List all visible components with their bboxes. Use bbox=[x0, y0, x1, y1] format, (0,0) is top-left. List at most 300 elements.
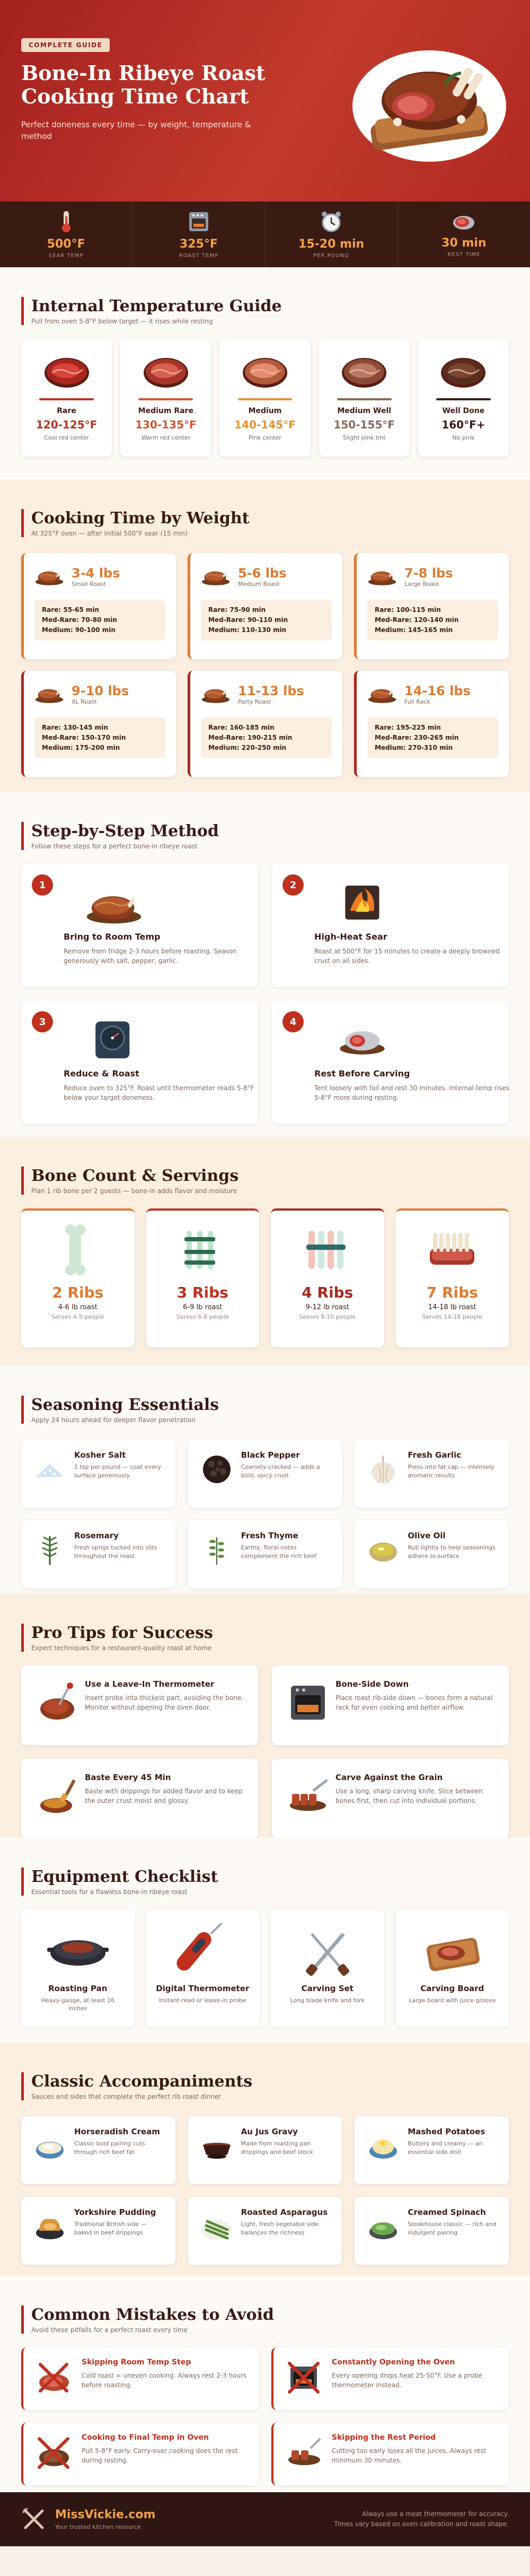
roast-icon bbox=[34, 682, 64, 706]
stat-sear-temp bbox=[0, 201, 132, 267]
mistake-title: Skipping Room Temp Step bbox=[82, 2358, 191, 2367]
weight-card-title bbox=[72, 566, 120, 588]
seasoning-desc: Press into fat cap — intensely aromatic results bbox=[408, 1464, 494, 1479]
weight-card-title bbox=[238, 566, 286, 588]
cook-time-medium: Medium: 175-200 min bbox=[42, 744, 120, 751]
mistakes-section bbox=[0, 2276, 530, 2492]
equipment-desc: Long blade knife and fork bbox=[290, 1997, 365, 2004]
rib-bone-icon bbox=[51, 1223, 104, 1276]
salt-icon bbox=[33, 1452, 67, 1486]
mistake-desc: Cutting too early loses all the juices. Always rest minimum 30 minutes. bbox=[332, 2447, 487, 2464]
doneness-name: Medium Well bbox=[337, 407, 392, 415]
section-header bbox=[21, 1624, 509, 1652]
section-header bbox=[21, 297, 509, 325]
roast-icon bbox=[367, 565, 397, 588]
stat-label: SEAR TEMP bbox=[48, 253, 84, 259]
seasoning-name: Black Pepper bbox=[241, 1450, 300, 1460]
section-subtitle: At 325°F oven — after initial 500°F sear (15 min) bbox=[31, 530, 188, 537]
steps-section bbox=[0, 792, 530, 1137]
stat-label: PER POUND bbox=[313, 253, 350, 259]
seasoning-card bbox=[21, 1520, 175, 1588]
seasoning-name: Kosher Salt bbox=[74, 1450, 126, 1460]
doneness-name: Medium Rare bbox=[138, 407, 193, 415]
cook-time-medrare: Med-Rare: 90-110 min bbox=[208, 616, 288, 624]
cook-times bbox=[201, 600, 332, 641]
side-desc: Steakhouse classic — rich and indulgent pairing bbox=[408, 2221, 497, 2236]
basting-brush-icon bbox=[36, 1775, 78, 1817]
steak-doneness-icon bbox=[40, 353, 93, 390]
roast-size: Medium Roast bbox=[238, 580, 280, 588]
mistake-card bbox=[271, 2347, 509, 2410]
section-title: Seasoning Essentials bbox=[31, 1396, 219, 1414]
section-header bbox=[21, 2072, 509, 2100]
tip-card bbox=[272, 1759, 509, 1838]
doneness-name: Rare bbox=[57, 407, 76, 415]
doneness-temp: 120-125°F bbox=[36, 418, 98, 431]
alarm-clock-icon bbox=[320, 210, 343, 233]
mistake-title: Constantly Opening the Oven bbox=[332, 2358, 455, 2367]
step-desc: Tent loosely with foil and rest 30 minutes. Internal temp rises 5-8°F more during resting. bbox=[314, 1084, 509, 1101]
oven-icon bbox=[287, 1681, 329, 1724]
weight-card bbox=[354, 553, 509, 659]
hero-banner bbox=[0, 0, 530, 201]
section-subtitle: Avoid these pitfalls for a perfect roast every time bbox=[31, 2326, 188, 2334]
cold-roast-warning-icon bbox=[35, 2359, 72, 2396]
side-card bbox=[188, 2116, 342, 2184]
brand-name[interactable]: MissVickie.com bbox=[55, 2508, 156, 2521]
step-card bbox=[21, 1001, 258, 1124]
roast-weight: 6-9 lb roast bbox=[183, 1303, 223, 1311]
weight-cards bbox=[21, 553, 509, 777]
weight-card-header bbox=[201, 682, 332, 706]
rib-bone-icon bbox=[176, 1223, 229, 1276]
seasoning-section bbox=[0, 1366, 530, 1594]
cook-time-medrare: Med-Rare: 70-80 min bbox=[42, 616, 117, 624]
side-name: Roasted Asparagus bbox=[241, 2207, 328, 2217]
cook-time-rare: Rare: 130-145 min bbox=[42, 724, 108, 731]
doneness-color-bar bbox=[138, 398, 193, 400]
step-title: Bring to Room Temp bbox=[64, 932, 161, 942]
tip-desc: Insert probe into thickest part, avoiding the bone. Monitor without opening the oven door. bbox=[85, 1694, 244, 1711]
roast-weight: 9-10 lbs bbox=[72, 683, 129, 698]
equipment-name: Carving Board bbox=[420, 1984, 484, 1993]
cook-time-rare: Rare: 160-185 min bbox=[208, 724, 275, 731]
step-desc: Roast at 500°F for 15 minutes to create a deeply browned crust on all sides. bbox=[314, 948, 500, 965]
roast-size: Full Rack bbox=[404, 698, 430, 705]
equipment-desc: Instant-read or leave-in probe bbox=[159, 1997, 246, 2004]
rib-card bbox=[396, 1208, 509, 1347]
cook-time-medrare: Med-Rare: 150-170 min bbox=[42, 734, 126, 741]
side-name: Au Jus Gravy bbox=[241, 2127, 298, 2136]
step-illustration bbox=[335, 1017, 394, 1064]
quick-stats-bar bbox=[0, 201, 530, 267]
cook-time-rare: Rare: 100-115 min bbox=[375, 606, 441, 614]
side-name: Creamed Spinach bbox=[408, 2207, 486, 2217]
disclaimer-line: Times vary based on oven calibration and roast shape. bbox=[334, 2520, 509, 2528]
section-subtitle: Plan 1 rib bone per 2 guests — bone-in adds flavor and moisture bbox=[31, 1187, 237, 1195]
steak-doneness-icon bbox=[338, 353, 391, 390]
digital-thermometer-icon bbox=[171, 1923, 234, 1976]
rib-count: 2 Ribs bbox=[52, 1284, 104, 1301]
stat-value: 325°F bbox=[179, 238, 218, 251]
step-cards bbox=[21, 864, 509, 1124]
seasoning-desc: Rub lightly to help seasonings adhere to surface bbox=[408, 1544, 496, 1559]
roast-weight: 4-6 lb roast bbox=[58, 1303, 98, 1311]
weight-card-title bbox=[238, 684, 304, 705]
weight-card-title bbox=[72, 684, 129, 705]
thyme-icon bbox=[200, 1533, 234, 1567]
roast-weight: 11-13 lbs bbox=[238, 683, 304, 698]
roast-icon bbox=[34, 565, 64, 588]
temperature-card bbox=[418, 339, 509, 457]
mashed-potatoes-icon bbox=[366, 2129, 400, 2163]
step-card bbox=[272, 864, 509, 987]
stat-value: 500°F bbox=[47, 238, 85, 251]
section-title: Equipment Checklist bbox=[31, 1868, 218, 1886]
equipment-cards bbox=[21, 1909, 509, 2027]
cook-time-rare: Rare: 55-65 min bbox=[42, 606, 100, 614]
mistake-cards bbox=[21, 2347, 509, 2485]
page-subtitle: Perfect doneness every time — by weight, temperature & method bbox=[21, 120, 251, 141]
step-card bbox=[21, 864, 258, 987]
carving-set-icon bbox=[296, 1923, 359, 1976]
brand-tagline: Your trusted kitchen resource bbox=[55, 2524, 141, 2530]
yorkshire-pudding-icon bbox=[33, 2210, 67, 2244]
side-name: Horseradish Cream bbox=[74, 2127, 160, 2136]
stat-value: 30 min bbox=[441, 236, 487, 250]
step-illustration bbox=[85, 880, 143, 927]
doneness-color-bar bbox=[39, 398, 94, 400]
rib-card bbox=[146, 1208, 260, 1347]
cook-times bbox=[367, 717, 498, 758]
mistake-title: Cooking to Final Temp in Oven bbox=[82, 2433, 209, 2442]
roast-size: XL Roast bbox=[72, 698, 97, 705]
thermometer-icon bbox=[56, 210, 77, 233]
page-title: Bone-In Ribeye Roast Cooking Time Chart bbox=[21, 61, 266, 108]
rib-count: 3 Ribs bbox=[176, 1284, 228, 1301]
disclaimer-line: Always use a meat thermometer for accuracy. bbox=[362, 2510, 509, 2518]
roasting-pan-icon bbox=[46, 1923, 110, 1976]
asparagus-icon bbox=[200, 2210, 234, 2244]
doneness-color-bar bbox=[436, 398, 491, 400]
tip-title: Baste Every 45 Min bbox=[85, 1773, 171, 1782]
mistake-desc: Every opening drops heat 25-50°F. Use a probe thermometer instead. bbox=[332, 2372, 482, 2389]
cook-time-medium: Medium: 110-130 min bbox=[208, 626, 287, 634]
tip-title: Use a Leave-In Thermometer bbox=[85, 1679, 215, 1689]
cook-time-medium: Medium: 220-250 min bbox=[208, 744, 287, 751]
weight-card-header bbox=[34, 682, 165, 706]
seasoning-card bbox=[188, 1440, 342, 1508]
equipment-card bbox=[21, 1909, 135, 2027]
tip-card bbox=[272, 1666, 509, 1745]
side-card bbox=[21, 2116, 175, 2184]
temperature-card bbox=[120, 339, 211, 457]
section-subtitle: Follow these steps for a perfect bone-in ribeye roast bbox=[31, 843, 198, 850]
section-title: Bone Count & Servings bbox=[31, 1167, 239, 1185]
roast-icon bbox=[201, 565, 231, 588]
doneness-temp: 150-155°F bbox=[333, 418, 395, 431]
rosemary-icon bbox=[33, 1533, 67, 1567]
temperature-card bbox=[219, 339, 310, 457]
rib-count: 4 Ribs bbox=[302, 1284, 354, 1301]
rib-cards bbox=[21, 1208, 509, 1347]
footer bbox=[0, 2492, 530, 2546]
rib-bone-icon bbox=[426, 1223, 479, 1276]
weight-card bbox=[354, 671, 509, 777]
mistake-desc: Pull 5-8°F early. Carry-over cooking does the rest during resting. bbox=[82, 2447, 238, 2464]
stat-roast-temp bbox=[132, 201, 265, 267]
equipment-card bbox=[396, 1909, 509, 2027]
roast-weight: 3-4 lbs bbox=[72, 565, 120, 581]
cook-time-rare: Rare: 195-225 min bbox=[375, 724, 441, 731]
roast-size: Party Roast bbox=[238, 698, 271, 705]
step-title: High-Heat Sear bbox=[314, 932, 387, 942]
roast-icon bbox=[201, 682, 231, 706]
weight-card bbox=[21, 553, 176, 659]
temperature-card bbox=[21, 339, 112, 457]
section-header bbox=[21, 1167, 509, 1195]
cook-time-medium: Medium: 270-310 min bbox=[375, 744, 453, 751]
cook-time-medium: Medium: 145-165 min bbox=[375, 626, 453, 634]
section-header bbox=[21, 1396, 509, 1424]
tip-desc: Place roast rib-side down — bones form a natural rack for even cooking and better airflow. bbox=[335, 1694, 493, 1711]
doneness-temp: 160°F+ bbox=[441, 418, 485, 431]
mistake-desc: Cold roast = uneven cooking. Always rest 2-3 hours before roasting. bbox=[82, 2372, 247, 2389]
side-card bbox=[355, 2116, 509, 2184]
weight-card-header bbox=[201, 565, 332, 588]
tip-card bbox=[21, 1759, 258, 1838]
side-desc: Made from roasting pan drippings and beef stock bbox=[241, 2140, 313, 2156]
step-number: 1 bbox=[32, 874, 53, 896]
section-subtitle: Essential tools for a flawless bone-in ribeye roast bbox=[31, 1888, 188, 1896]
mistake-title: Skipping the Rest Period bbox=[332, 2433, 436, 2442]
ribs-section bbox=[0, 1137, 530, 1366]
rib-card bbox=[21, 1208, 135, 1347]
seasoning-name: Fresh Garlic bbox=[408, 1450, 462, 1460]
equipment-desc: Heavy-gauge, at least 16 inches bbox=[41, 1997, 115, 2012]
mistake-card bbox=[21, 2347, 259, 2410]
doneness-name: Well Done bbox=[442, 407, 485, 415]
side-desc: Buttery and creamy — an essential side dish bbox=[408, 2140, 483, 2156]
seasoning-desc: Fresh sprigs tucked into slits throughout the roast bbox=[74, 1544, 157, 1559]
ribeye-roast-illustration bbox=[350, 42, 509, 164]
weight-section bbox=[0, 479, 530, 792]
section-title: Step-by-Step Method bbox=[31, 822, 219, 840]
stat-rest-time bbox=[398, 201, 530, 267]
roast-weight: 7-8 lbs bbox=[404, 565, 453, 581]
servings: Serves 8-10 people bbox=[299, 1313, 356, 1320]
doneness-desc: No pink bbox=[452, 434, 475, 441]
steak-doneness-icon bbox=[139, 353, 192, 390]
tip-desc: Baste with drippings for added flavor and to keep the outer crust moist and glossy. bbox=[85, 1788, 243, 1804]
side-card bbox=[355, 2197, 509, 2265]
temperature-cards bbox=[21, 339, 509, 457]
stat-per-pound bbox=[266, 201, 398, 267]
weight-card-header bbox=[367, 565, 498, 588]
seasoning-card bbox=[355, 1520, 509, 1588]
section-subtitle: Apply 24 hours ahead for deeper flavor penetration bbox=[31, 1416, 196, 1424]
servings: Serves 4-5 people bbox=[51, 1313, 104, 1320]
temperature-section bbox=[0, 267, 530, 479]
cook-time-rare: Rare: 75-90 min bbox=[208, 606, 266, 614]
open-oven-warning-icon bbox=[285, 2359, 322, 2396]
rib-bone-icon bbox=[301, 1223, 354, 1276]
stat-value: 15-20 min bbox=[298, 238, 365, 251]
equipment-desc: Large board with juice groove bbox=[409, 1997, 496, 2004]
seasoning-cards bbox=[21, 1440, 509, 1588]
section-title: Internal Temperature Guide bbox=[31, 297, 282, 316]
section-header bbox=[21, 509, 509, 537]
section-title: Common Mistakes to Avoid bbox=[31, 2306, 274, 2324]
weight-card-header bbox=[367, 682, 498, 706]
weight-card bbox=[188, 671, 342, 777]
seasoning-name: Olive Oil bbox=[408, 1531, 446, 1540]
seasoning-card bbox=[21, 1440, 175, 1508]
no-rest-warning-icon bbox=[285, 2434, 322, 2472]
doneness-temp: 140-145°F bbox=[234, 418, 296, 431]
crossed-utensils-icon bbox=[21, 2507, 47, 2532]
section-header bbox=[21, 822, 509, 850]
mistake-card bbox=[21, 2423, 259, 2485]
equipment-section bbox=[0, 1838, 530, 2043]
weight-card-title bbox=[404, 566, 453, 588]
roast-icon bbox=[367, 682, 397, 706]
cook-times bbox=[367, 600, 498, 641]
step-card bbox=[272, 1001, 509, 1124]
meat-icon bbox=[450, 211, 477, 232]
roast-weight: 14-18 lb roast bbox=[428, 1303, 476, 1311]
cook-times bbox=[34, 717, 165, 758]
step-illustration bbox=[85, 1017, 143, 1064]
cook-time-medrare: Med-Rare: 230-265 min bbox=[375, 734, 459, 741]
equipment-name: Roasting Pan bbox=[48, 1984, 108, 1993]
steak-doneness-icon bbox=[437, 353, 490, 390]
cook-time-medrare: Med-Rare: 120-140 min bbox=[375, 616, 459, 624]
stat-label: REST TIME bbox=[447, 252, 481, 258]
tip-title: Bone-Side Down bbox=[335, 1679, 409, 1689]
side-card bbox=[21, 2197, 175, 2265]
weight-card-header bbox=[34, 565, 165, 588]
oven-icon bbox=[187, 210, 210, 233]
horseradish-cream-icon bbox=[33, 2129, 67, 2163]
section-header bbox=[21, 2306, 509, 2334]
tip-title: Carve Against the Grain bbox=[335, 1773, 443, 1782]
creamed-spinach-icon bbox=[366, 2210, 400, 2244]
cook-time-medium: Medium: 90-100 min bbox=[42, 626, 116, 634]
side-name: Mashed Potatoes bbox=[408, 2127, 485, 2136]
seasoning-card bbox=[188, 1520, 342, 1588]
doneness-desc: Warm red center bbox=[141, 434, 190, 441]
weight-card bbox=[21, 671, 176, 777]
steak-doneness-icon bbox=[238, 353, 292, 390]
doneness-color-bar bbox=[238, 398, 293, 400]
roast-size: Small Roast bbox=[72, 580, 106, 588]
carving-icon bbox=[287, 1775, 329, 1817]
doneness-name: Medium bbox=[248, 407, 282, 415]
section-subtitle: Pull from oven 5-8°F below target — it rises while resting bbox=[31, 318, 213, 325]
equipment-card bbox=[271, 1909, 384, 2027]
tip-card bbox=[21, 1666, 258, 1745]
side-card bbox=[188, 2197, 342, 2265]
cook-time-medrare: Med-Rare: 190-215 min bbox=[208, 734, 293, 741]
step-desc: Remove from fridge 2-3 hours before roasting. Season generously with salt, pepper, garlic. bbox=[64, 948, 237, 965]
tips-section bbox=[0, 1594, 530, 1838]
roast-size: Large Roast bbox=[404, 580, 439, 588]
rib-card bbox=[271, 1208, 384, 1347]
equipment-card bbox=[146, 1909, 260, 2027]
gravy-boat-icon bbox=[200, 2129, 234, 2163]
doneness-desc: Pink center bbox=[249, 434, 281, 441]
garlic-icon bbox=[366, 1452, 400, 1486]
servings: Serves 6-8 people bbox=[176, 1313, 229, 1320]
doneness-desc: Cool red center bbox=[44, 434, 89, 441]
section-title: Cooking Time by Weight bbox=[31, 509, 250, 528]
doneness-color-bar bbox=[337, 398, 392, 400]
tip-desc: Use a long, sharp carving knife. Slice between bones first, then cut into individual portions. bbox=[335, 1788, 483, 1804]
sides-section bbox=[0, 2043, 530, 2276]
doneness-desc: Slight pink tint bbox=[343, 434, 386, 441]
roast-weight: 9-12 lb roast bbox=[305, 1303, 349, 1311]
black-pepper-icon bbox=[200, 1452, 234, 1486]
step-number: 2 bbox=[282, 874, 304, 896]
temperature-card bbox=[319, 339, 410, 457]
seasoning-card bbox=[355, 1440, 509, 1508]
section-subtitle: Sauces and sides that complete the perfect rib roast dinner bbox=[31, 2093, 222, 2100]
equipment-name: Carving Set bbox=[301, 1984, 354, 1993]
seasoning-desc: Earthy, floral notes complement the rich beef bbox=[241, 1544, 317, 1559]
doneness-temp: 130-135°F bbox=[135, 418, 197, 431]
rib-count: 7 Ribs bbox=[426, 1284, 478, 1301]
guide-badge: COMPLETE GUIDE bbox=[21, 38, 110, 52]
side-cards bbox=[21, 2116, 509, 2265]
servings: Serves 14-18 people bbox=[422, 1313, 483, 1320]
carving-board-icon bbox=[420, 1923, 484, 1976]
step-illustration bbox=[335, 880, 394, 927]
side-desc: Classic bold pairing cuts through rich beef fat bbox=[74, 2140, 145, 2156]
step-title: Rest Before Carving bbox=[314, 1068, 410, 1079]
section-header bbox=[21, 1868, 509, 1896]
section-title: Pro Tips for Success bbox=[31, 1624, 213, 1642]
seasoning-desc: 1 tsp per pound — coat every surface generously bbox=[74, 1464, 161, 1479]
stat-label: ROAST TEMP bbox=[179, 253, 218, 259]
step-title: Reduce & Roast bbox=[64, 1068, 139, 1079]
mistake-card bbox=[271, 2423, 509, 2485]
step-number: 4 bbox=[282, 1011, 304, 1032]
side-name: Yorkshire Pudding bbox=[74, 2207, 156, 2217]
section-subtitle: Expert techniques for a restaurant-quality roast at home bbox=[31, 1644, 212, 1652]
step-number: 3 bbox=[32, 1011, 53, 1032]
weight-card-title bbox=[404, 684, 471, 705]
seasoning-desc: Coarsely cracked — adds a bold, spicy crust bbox=[241, 1464, 320, 1479]
footer-disclaimer bbox=[334, 2509, 509, 2529]
cook-times bbox=[201, 717, 332, 758]
leave-in-thermometer-icon bbox=[36, 1681, 78, 1724]
step-desc: Reduce oven to 325°F. Roast until thermometer reads 5-8°F below your target doneness. bbox=[64, 1084, 254, 1101]
weight-card bbox=[188, 553, 342, 659]
olive-oil-icon bbox=[366, 1533, 400, 1567]
seasoning-name: Fresh Thyme bbox=[241, 1531, 298, 1540]
roast-weight: 5-6 lbs bbox=[238, 565, 287, 581]
tip-cards bbox=[21, 1666, 509, 1838]
side-desc: Traditional British side — baked in beef drippings bbox=[74, 2221, 147, 2236]
seasoning-name: Rosemary bbox=[74, 1531, 119, 1540]
overcooked-warning-icon bbox=[35, 2434, 72, 2472]
side-desc: Light, fresh vegetable side balances the richness bbox=[241, 2221, 319, 2236]
equipment-name: Digital Thermometer bbox=[156, 1984, 250, 1993]
footer-brand[interactable] bbox=[21, 2507, 155, 2532]
cook-times bbox=[34, 600, 165, 641]
section-title: Classic Accompaniments bbox=[31, 2072, 253, 2091]
